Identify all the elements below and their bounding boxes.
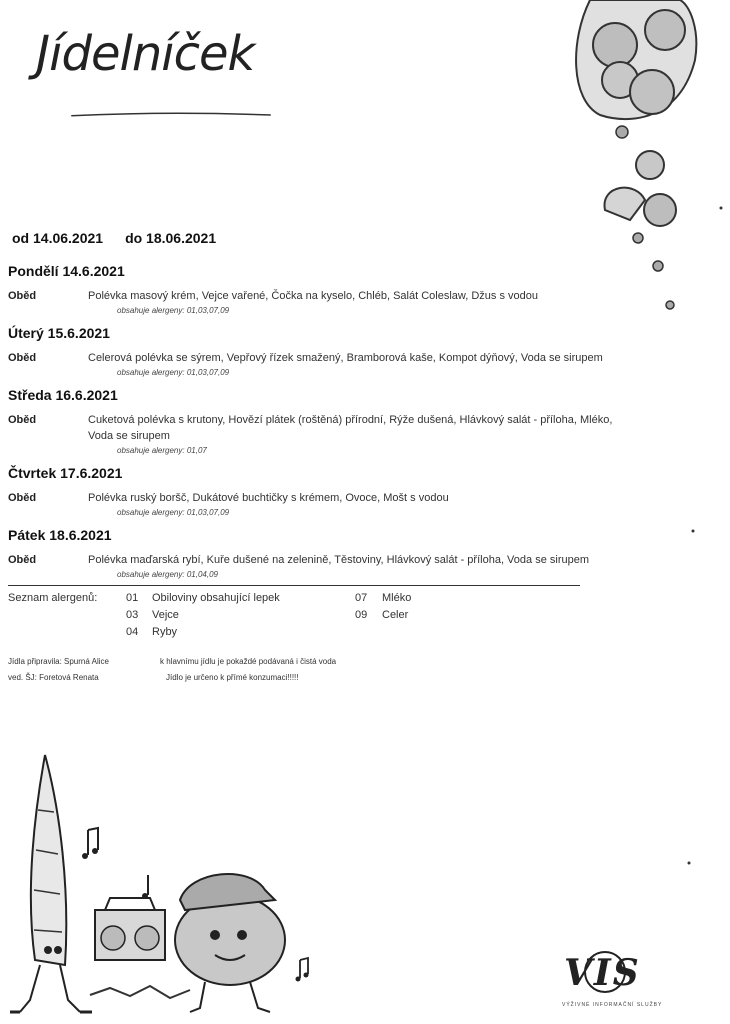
scan-mark	[718, 205, 724, 211]
vis-logo-text: VIS	[564, 952, 641, 994]
water-note: k hlavnímu jídlu je pokaždé podávaná i čistá voda	[160, 657, 337, 666]
meal-label: Oběd	[8, 290, 37, 302]
pea-pod-icon	[560, 0, 730, 310]
scan-mark	[690, 528, 696, 534]
date-to: do 18.06.2021	[125, 230, 217, 246]
allergen-name: Vejce	[152, 609, 179, 621]
prepared-by: Jídla připravila: Spurná Alice	[8, 657, 109, 666]
section-divider	[8, 585, 580, 586]
meal-text: Polévka masový krém, Vejce vařené, Čočka na kyselo, Chléb, Salát Coleslaw, Džus s vodou	[88, 290, 538, 302]
allergen-note: obsahuje alergeny: 01,03,07,09	[117, 368, 230, 377]
date-from: od 14.06.2021	[12, 230, 104, 246]
allergen-note: obsahuje alergeny: 01,03,07,09	[117, 306, 230, 315]
day-heading: Pátek 18.6.2021	[8, 527, 112, 543]
canteen-head: ved. ŠJ: Foretová Renata	[8, 673, 99, 682]
allergen-code: 09	[355, 609, 368, 621]
meal-label: Oběd	[8, 414, 37, 426]
allergen-note: obsahuje alergeny: 01,04,09	[117, 570, 218, 579]
allergen-name: Mléko	[382, 592, 412, 604]
meal-label: Oběd	[8, 352, 37, 364]
meal-label: Oběd	[8, 492, 37, 504]
allergen-note: obsahuje alergeny: 01,07	[117, 446, 207, 455]
meal-text: Celerová polévka se sýrem, Vepřový řízek smažený, Bramborová kaše, Kompot dýňový, Voda se sirupem	[88, 352, 603, 364]
day-heading: Pondělí 14.6.2021	[8, 263, 125, 279]
allergen-list-label: Seznam alergenů:	[8, 592, 98, 604]
scan-mark	[686, 860, 692, 866]
allergen-note: obsahuje alergeny: 01,03,07,09	[117, 508, 230, 517]
carrot-character-icon	[10, 750, 310, 1020]
day-heading: Čtvrtek 17.6.2021	[8, 465, 123, 481]
meal-label: Oběd	[8, 554, 37, 566]
allergen-name: Celer	[382, 609, 409, 621]
allergen-code: 07	[355, 592, 368, 604]
date-range	[12, 230, 238, 246]
page-title: Jídelníček	[36, 26, 255, 82]
vis-logo	[560, 948, 680, 1018]
allergen-name: Obiloviny obsahující lepek	[152, 592, 280, 604]
day-heading: Středa 16.6.2021	[8, 387, 118, 403]
meal-text: Polévka maďarská rybí, Kuře dušené na zelenině, Těstoviny, Hlávkový salát - příloha, Voda se sirupem	[88, 554, 589, 566]
meal-text-continued: Voda se sirupem	[88, 430, 170, 442]
allergen-code: 03	[126, 609, 139, 621]
vis-logo-tagline: VÝŽIVNÉ INFORMAČNÍ SLUŽBY	[562, 1002, 663, 1008]
allergen-code: 04	[126, 626, 139, 638]
allergen-code: 01	[126, 592, 139, 604]
allergen-name: Ryby	[152, 626, 178, 638]
day-heading: Úterý 15.6.2021	[8, 325, 110, 341]
meal-text: Polévka ruský boršč, Dukátové buchtičky s krémem, Ovoce, Mošt s vodou	[88, 492, 449, 504]
meal-text: Cuketová polévka s krutony, Hovězí plátek (roštěná) přírodní, Rýže dušená, Hlávkový salát - příloha, Mléko,	[88, 414, 613, 426]
consumption-note: Jídlo je určeno k přímé konzumaci!!!!!	[166, 673, 299, 682]
title-underline	[36, 112, 306, 118]
